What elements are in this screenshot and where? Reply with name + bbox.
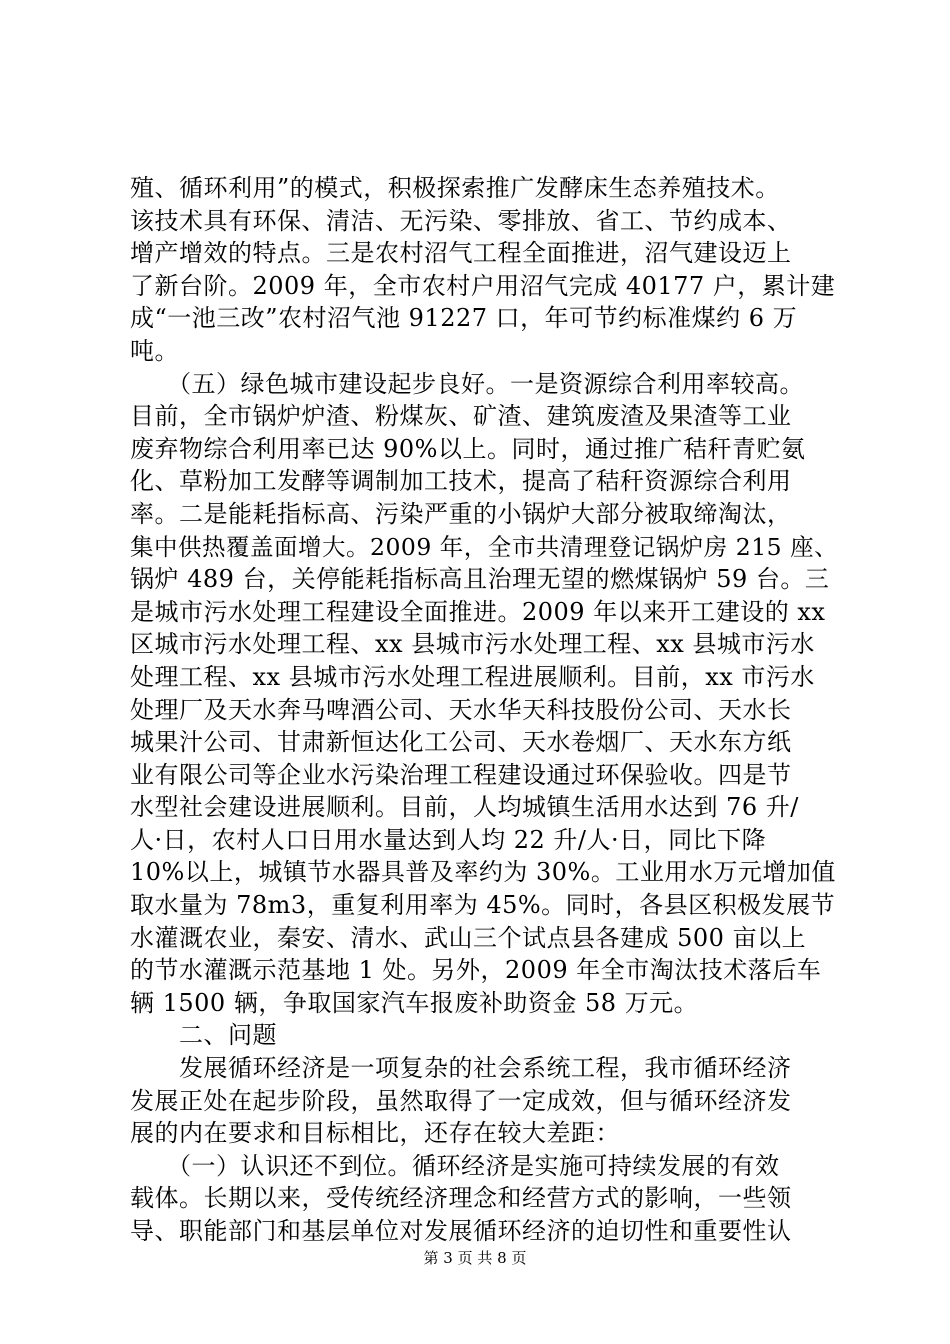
text-line: 了新台阶。2009 年，全市农村户用沼气完成 40177 户，累计建 [130, 271, 836, 300]
text-line: 10%以上，城镇节水器具普及率约为 30%。工业用水万元增加值 [130, 858, 836, 887]
document-body [130, 172, 850, 1248]
text-line: 辆 1500 辆，争取国家汽车报废补助资金 58 万元。 [130, 988, 699, 1017]
text-line: 区城市污水处理工程、xx 县城市污水处理工程、xx 县城市污水 [130, 630, 815, 659]
text-line: 率。二是能耗指标高、污染严重的小锅炉大部分被取缔淘汰， [130, 499, 792, 528]
text-line: 该技术具有环保、清洁、无污染、零排放、省工、节约成本、 [130, 206, 792, 235]
text-line: （一）认识还不到位。循环经济是实施可持续发展的有效 [130, 1151, 780, 1180]
text-line: 集中供热覆盖面增大。2009 年，全市共清理登记锅炉房 215 座、 [130, 532, 839, 561]
text-line: 锅炉 489 台，关停能耗指标高且治理无望的燃煤锅炉 59 台。三 [130, 565, 830, 594]
page-footer: 第 3 页 共 8 页 [423, 1249, 527, 1267]
text-line: 吨。 [130, 336, 179, 365]
text-line: 成“一池三改”农村沼气池 91227 口，年可节约标准煤约 6 万 [130, 304, 798, 333]
text-line: 增产增效的特点。三是农村沼气工程全面推进，沼气建设迈上 [130, 239, 792, 268]
text-line: 取水量为 78m3，重复利用率为 45%。同时，各县区积极发展节 [130, 891, 836, 920]
text-line: （五）绿色城市建设起步良好。一是资源综合利用率较高。 [130, 369, 804, 398]
text-line: 导、职能部门和基层单位对发展循环经济的迫切性和重要性认 [130, 1217, 792, 1245]
text-line: 城果汁公司、甘肃新恒达化工公司、天水卷烟厂、天水东方纸 [130, 728, 792, 757]
text-line: 处理厂及天水奔马啤酒公司、天水华天科技股份公司、天水长 [130, 695, 792, 724]
text-line: 殖、循环利用”的模式，积极探索推广发酵床生态养殖技术。 [130, 174, 780, 202]
text-line: 发展循环经济是一项复杂的社会系统工程，我市循环经济 [130, 1054, 792, 1083]
text-line: 处理工程、xx 县城市污水处理工程进展顺利。目前，xx 市污水 [130, 662, 815, 691]
text-line: 化、草粉加工发酵等调制加工技术，提高了秸秆资源综合利用 [130, 467, 792, 496]
text-line: 废弃物综合利用率已达 90%以上。同时，通过推广秸秆青贮氨 [130, 434, 806, 463]
text-line: 目前，全市锅炉炉渣、粉煤灰、矿渣、建筑废渣及果渣等工业 [130, 402, 792, 431]
text-line: 展的内在要求和目标相比，还存在较大差距： [130, 1119, 620, 1148]
text-line: 二、问题 [130, 1021, 277, 1050]
text-line: 载体。长期以来，受传统经济理念和经营方式的影响，一些领 [130, 1184, 792, 1213]
text-line: 的节水灌溉示范基地 1 处。另外，2009 年全市淘汰技术落后车 [130, 956, 822, 985]
text-line: 水型社会建设进展顺利。目前，人均城镇生活用水达到 76 升/ [130, 793, 799, 822]
text-line: 人·日，农村人口日用水量达到人均 22 升/人·日，同比下降 [130, 825, 767, 854]
text-line: 是城市污水处理工程建设全面推进。2009 年以来开工建设的 xx [130, 597, 826, 626]
text-line: 业有限公司等企业水污染治理工程建设通过环保验收。四是节 [130, 760, 792, 789]
text-line: 水灌溉农业，秦安、清水、武山三个试点县各建成 500 亩以上 [130, 923, 807, 952]
text-line: 发展正处在起步阶段，虽然取得了一定成效，但与循环经济发 [130, 1086, 792, 1115]
